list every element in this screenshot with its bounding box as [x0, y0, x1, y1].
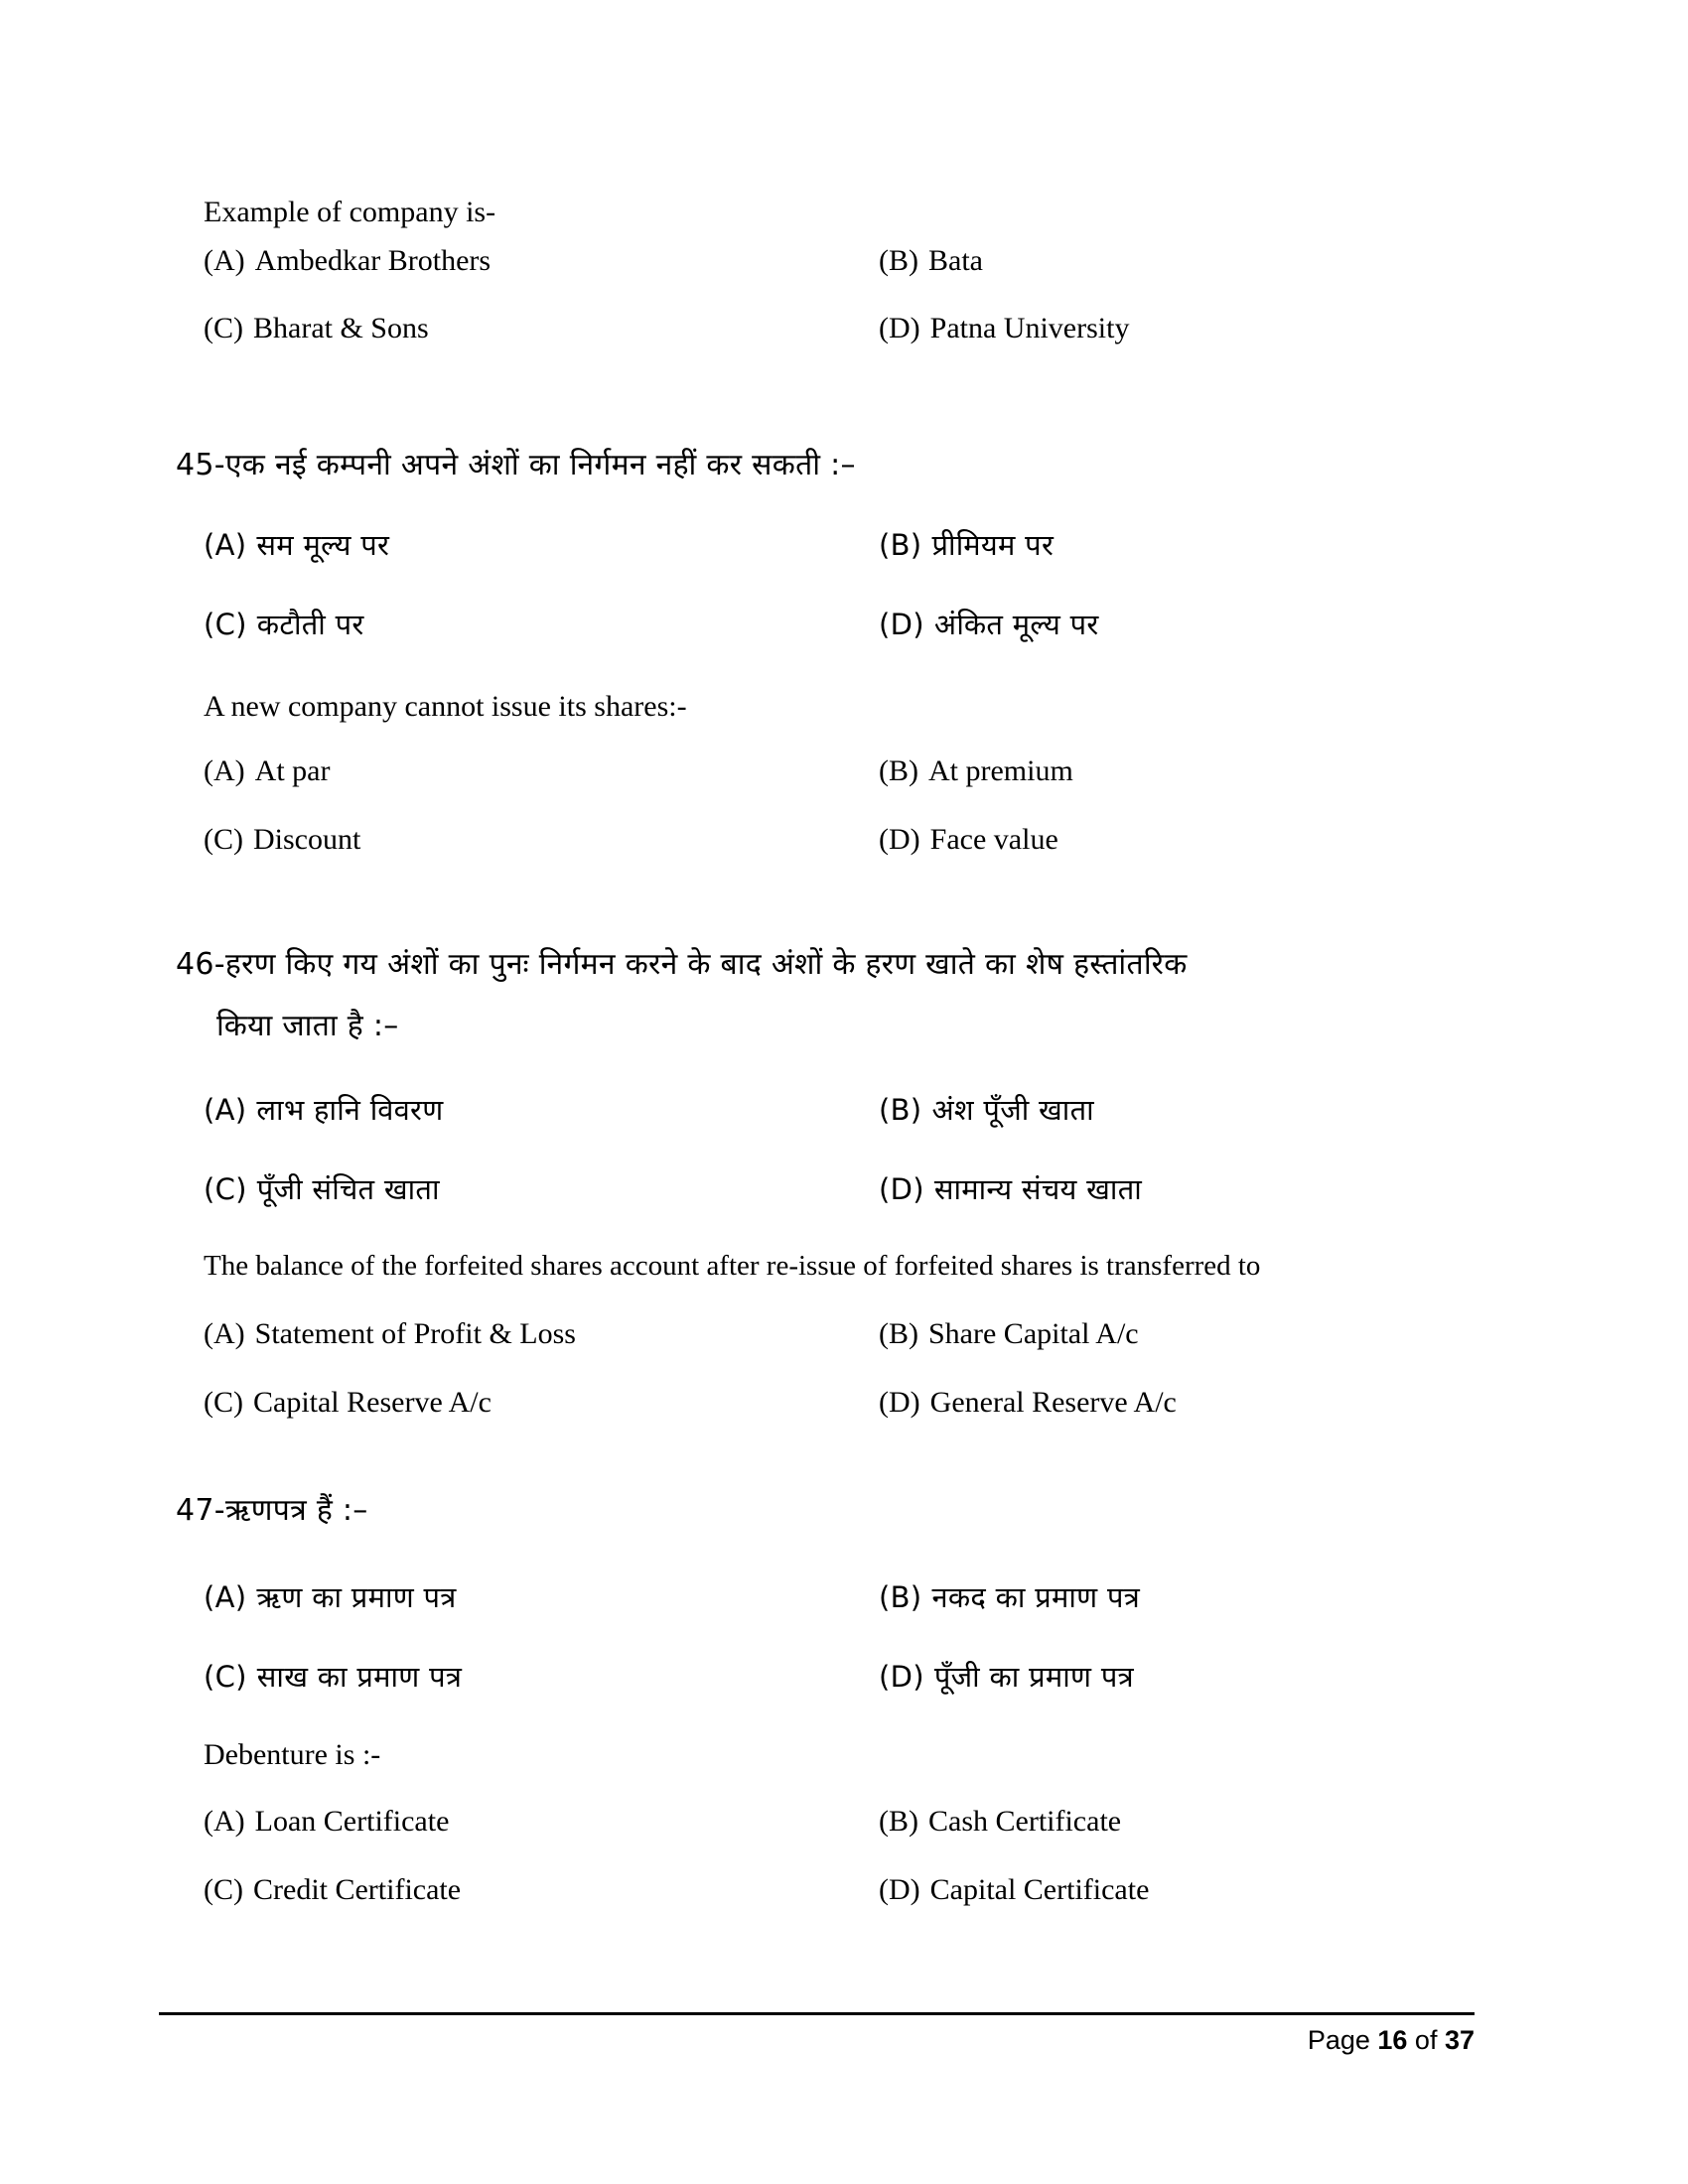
option-text: Statement of Profit & Loss	[254, 1317, 576, 1350]
option-b	[879, 754, 1073, 788]
option-label: (C)	[204, 1873, 243, 1906]
option-text: Capital Reserve A/c	[253, 1386, 492, 1419]
option-text: At premium	[928, 754, 1073, 787]
option-label: (C)	[204, 823, 243, 856]
option-d	[879, 1657, 1134, 1696]
question-46-stem-hindi-line-2: किया जाता है :–	[216, 1009, 399, 1043]
option-text: सम मूल्य पर	[256, 528, 390, 562]
question-45-number: 45-	[176, 448, 225, 482]
option-label: (D)	[879, 1386, 920, 1419]
option-label: (C)	[204, 1172, 247, 1206]
option-text: Discount	[253, 823, 361, 856]
option-label: (A)	[204, 1805, 245, 1838]
option-d	[879, 823, 1058, 857]
option-text: Face value	[929, 823, 1058, 856]
option-label: (B)	[879, 528, 922, 562]
option-label: (A)	[204, 1317, 245, 1350]
option-label: (A)	[204, 1093, 247, 1127]
option-label: (D)	[879, 1873, 920, 1906]
question-46-stem-hindi-line-1: हरण किए गय अंशों का पुनः निर्गमन करने के बाद अंशों के हरण खाते का शेष हस्तांतरिक	[224, 947, 1188, 982]
option-a	[204, 754, 330, 788]
question-47-stem-english: Debenture is :-	[204, 1738, 381, 1771]
option-a	[204, 1577, 457, 1616]
page-number-footer	[159, 2025, 1475, 2056]
option-c	[204, 1873, 461, 1907]
option-b	[879, 1317, 1139, 1351]
option-text: Bata	[928, 244, 983, 277]
option-text: सामान्य संचय खाता	[933, 1172, 1143, 1206]
option-text: At par	[254, 754, 331, 787]
footer-divider	[159, 2012, 1475, 2015]
option-text: कटौती पर	[256, 608, 364, 641]
option-text: साख का प्रमाण पत्र	[256, 1660, 463, 1694]
option-a	[204, 244, 491, 278]
option-label: (B)	[879, 1805, 918, 1838]
option-text: अंश पूँजी खाता	[931, 1093, 1094, 1127]
option-c	[204, 605, 364, 643]
option-b	[879, 1090, 1094, 1129]
option-d	[879, 1873, 1149, 1907]
footer-prefix: Page	[1307, 2025, 1378, 2055]
option-label: (A)	[204, 528, 247, 562]
option-c	[204, 1386, 492, 1420]
question-46-stem-english: The balance of the forfeited shares account after re-issue of forfeited shares is transferred to	[204, 1250, 1261, 1282]
option-b	[879, 244, 983, 278]
option-label: (C)	[204, 608, 247, 641]
option-text: Bharat & Sons	[253, 312, 429, 344]
option-label: (B)	[879, 1317, 918, 1350]
option-c	[204, 823, 360, 857]
option-d	[879, 1169, 1142, 1208]
question-46-stem-hindi-line-1-wrap	[176, 943, 1188, 987]
option-d	[879, 605, 1099, 643]
option-label: (B)	[879, 1093, 922, 1127]
question-47-number: 47-	[176, 1493, 225, 1528]
option-d	[879, 1386, 1177, 1420]
option-b	[879, 1577, 1140, 1616]
option-label: (D)	[879, 312, 920, 344]
question-47-stem-hindi-line-1: ऋणपत्र हैं :–	[224, 1493, 368, 1528]
option-label: (D)	[879, 823, 920, 856]
carryover-question-stem: Example of company is-	[204, 196, 496, 228]
option-text: Capital Certificate	[929, 1873, 1150, 1906]
option-c	[204, 312, 429, 345]
option-text: प्रीमियम पर	[931, 528, 1055, 562]
footer-current-page: 16	[1377, 2025, 1408, 2055]
option-label: (A)	[204, 1580, 247, 1614]
option-a	[204, 1317, 576, 1351]
footer-middle: of	[1407, 2025, 1445, 2055]
option-text: Ambedkar Brothers	[254, 244, 492, 277]
option-label: (C)	[204, 1386, 243, 1419]
option-c	[204, 1169, 440, 1208]
option-label: (D)	[879, 608, 924, 641]
option-text: पूँजी का प्रमाण पत्र	[933, 1660, 1134, 1694]
option-text: Cash Certificate	[928, 1805, 1122, 1838]
option-b	[879, 525, 1054, 564]
option-text: Loan Certificate	[254, 1805, 450, 1838]
option-label: (B)	[879, 244, 918, 277]
option-c	[204, 1657, 462, 1696]
option-a	[204, 1805, 449, 1839]
option-label: (C)	[204, 1660, 247, 1694]
option-label: (C)	[204, 312, 243, 344]
option-label: (D)	[879, 1660, 924, 1694]
option-label: (B)	[879, 754, 918, 787]
option-a	[204, 1090, 443, 1129]
option-text: General Reserve A/c	[929, 1386, 1177, 1419]
option-text: Share Capital A/c	[928, 1317, 1139, 1350]
question-45-stem-hindi	[176, 444, 856, 487]
option-d	[879, 312, 1129, 345]
option-text: ऋण का प्रमाण पत्र	[256, 1580, 457, 1614]
option-text: लाभ हानि विवरण	[256, 1093, 444, 1127]
option-b	[879, 1805, 1121, 1839]
question-45-stem-hindi-line-1: एक नई कम्पनी अपने अंशों का निर्गमन नहीं कर सकती :–	[224, 448, 856, 482]
option-label: (A)	[204, 754, 245, 787]
question-45-stem-english: A new company cannot issue its shares:-	[204, 690, 687, 723]
option-text: Patna University	[929, 312, 1130, 344]
option-label: (B)	[879, 1580, 922, 1614]
option-text: नकद का प्रमाण पत्र	[931, 1580, 1141, 1614]
option-text: Credit Certificate	[253, 1873, 462, 1906]
question-47-stem-hindi	[176, 1489, 368, 1533]
option-a	[204, 525, 389, 564]
option-text: अंकित मूल्य पर	[933, 608, 1099, 641]
option-label: (A)	[204, 244, 245, 277]
option-text: पूँजी संचित खाता	[256, 1172, 440, 1206]
footer-total-pages: 37	[1444, 2025, 1475, 2055]
question-46-number: 46-	[176, 947, 225, 982]
option-label: (D)	[879, 1172, 924, 1206]
